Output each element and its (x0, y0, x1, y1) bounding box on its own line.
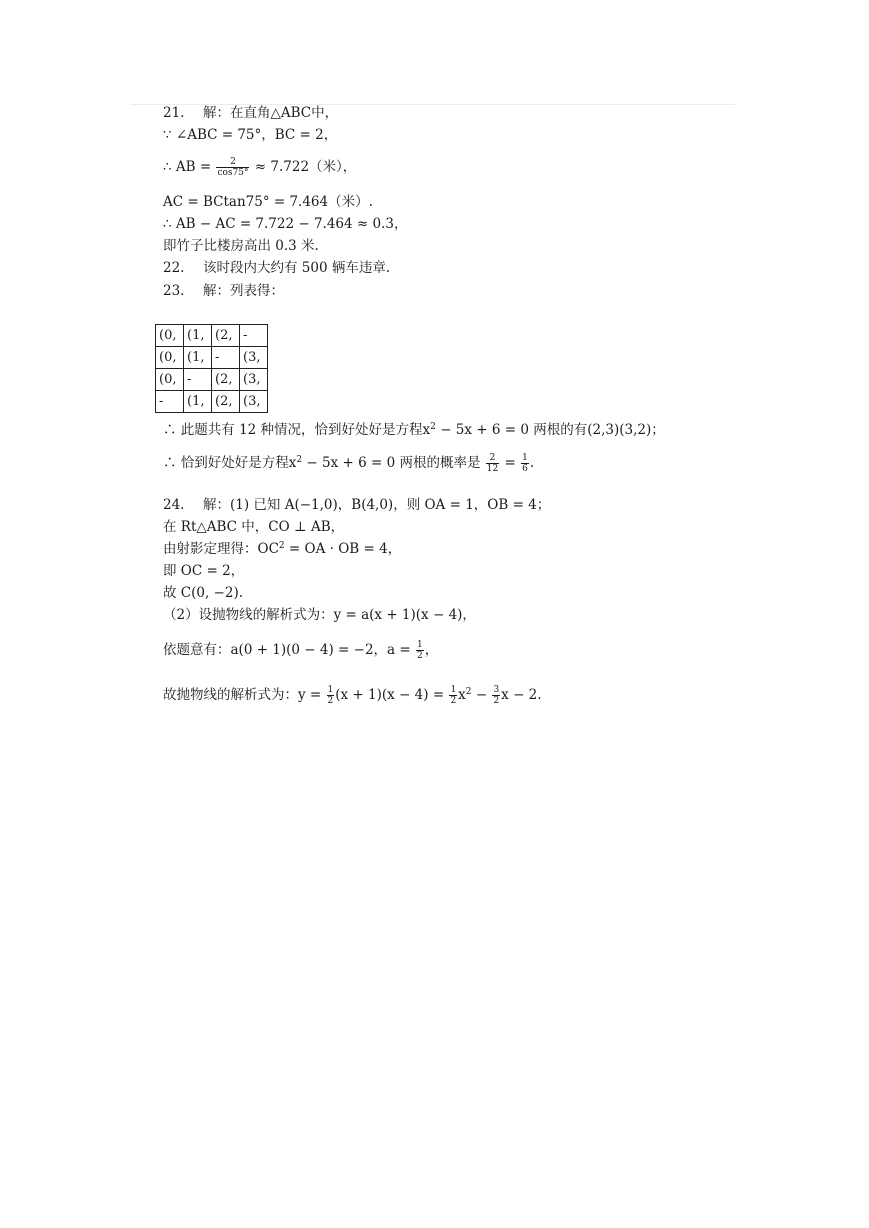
q24-number: 24. (163, 497, 185, 513)
q24-l8-mid3: − (471, 687, 488, 703)
table-row (156, 347, 268, 369)
table-cell: (3, (240, 347, 268, 369)
table-cell: - (240, 325, 268, 347)
table-cell: (1, (184, 347, 212, 369)
outcome-table (155, 324, 268, 413)
fraction (449, 685, 457, 706)
fraction-denominator: cos75° (217, 168, 249, 178)
q24-line-2: 在 Rt△ABC 中，CO ⊥ AB， (163, 519, 345, 535)
fraction-numerator: 1 (327, 685, 334, 695)
q24-line-6: （2）设抛物线的解析式为：y = a(x + 1)(x − 4)， (163, 607, 476, 623)
q24-l8-mid2: x (458, 687, 466, 703)
q23-conclusion-1 (163, 421, 665, 439)
q21-fraction (216, 157, 249, 178)
table-cell: - (212, 347, 240, 369)
q23-number: 23. (163, 283, 185, 299)
q24-text-1: 解：(1) 已知 A(−1,0)，B(4,0)，则 OA = 1，OB = 4； (203, 497, 551, 513)
q24-line-5: 故 C(0, −2). (163, 585, 244, 601)
q24-l3-post: = OA · OB = 4， (284, 541, 402, 557)
q21-text-1: 解：在直角△ABC中， (203, 105, 339, 121)
q21-line-5: ∴ AB − AC = 7.722 − 7.464 ≈ 0.3， (163, 216, 408, 232)
table-cell: (1, (184, 325, 212, 347)
fraction-denominator: 6 (522, 464, 528, 474)
equals-sign: = (504, 455, 516, 471)
table-row (156, 369, 268, 391)
q24-l8-mid1: (x + 1)(x − 4) = (335, 687, 445, 703)
exponent: 2 (465, 687, 472, 697)
q23-c2-mid: − 5x + 6 = 0 两根的概率是 (302, 455, 481, 471)
q21-line-6: 即竹子比楼房高出 0.3 米. (163, 238, 319, 254)
q23-conclusion-2 (163, 453, 534, 474)
simplified-fraction (521, 453, 529, 474)
table-cell: (2, (212, 391, 240, 413)
q24-line-4: 即 OC = 2， (163, 563, 245, 579)
table-cell: (0, (156, 347, 184, 369)
a-value-fraction (416, 640, 424, 661)
fraction-numerator: 2 (216, 157, 249, 168)
q24-l3-pre: 由射影定理得：OC (163, 541, 279, 557)
q21-line-4: AC = BCtan75° = 7.464（米）. (163, 194, 373, 210)
q24-line-3 (163, 540, 401, 558)
fraction-denominator: 2 (327, 696, 334, 706)
table-row (156, 325, 268, 347)
q24-l8-pre: 故抛物线的解析式为：y = (163, 687, 322, 703)
table-cell: (2, (212, 369, 240, 391)
q21-number: 21. (163, 105, 185, 121)
comma: ， (424, 642, 439, 658)
q21-line-3 (163, 157, 356, 178)
fraction-numerator: 1 (417, 640, 423, 650)
exponent: 2 (296, 455, 303, 465)
q24-l8-end: x − 2. (501, 687, 542, 703)
q23-c2-pre: ∴ 恰到好处好是方程x (163, 455, 297, 471)
q24-line-1 (163, 496, 550, 514)
q24-line-7 (163, 640, 438, 661)
period: . (529, 455, 535, 471)
fraction-denominator: 2 (417, 651, 423, 661)
table-cell: (2, (212, 325, 240, 347)
fraction-numerator: 2 (486, 453, 499, 464)
exponent: 2 (278, 541, 285, 551)
q22-text: 该时段内大约有 500 辆车违章. (203, 260, 391, 276)
fraction (327, 685, 335, 706)
q21-l3-pre: ∴ AB = (163, 159, 212, 175)
table-cell: (3, (240, 391, 268, 413)
q21-l3-post: ≈ 7.722（米）， (254, 159, 357, 175)
q21-line-2: ∵ ∠ABC = 75°，BC = 2， (163, 127, 338, 143)
fraction-denominator: 2 (450, 696, 457, 706)
fraction-numerator: 3 (493, 685, 500, 695)
table-cell: - (156, 391, 184, 413)
fraction-numerator: 1 (522, 453, 528, 463)
table-cell: (3, (240, 369, 268, 391)
q23-line (163, 282, 284, 300)
table-cell: (0, (156, 325, 184, 347)
table-row (156, 391, 268, 413)
q24-line-8 (163, 685, 542, 706)
probability-fraction (486, 453, 499, 474)
q23-intro: 解：列表得： (203, 283, 284, 299)
q24-l7-pre: 依题意有：a(0 + 1)(0 − 4) = −2，a = (163, 642, 411, 658)
fraction-denominator: 2 (493, 696, 500, 706)
q21-line-1 (163, 104, 338, 122)
q23-c1-post: − 5x + 6 = 0 两根的有(2,3)(3,2)； (435, 422, 665, 438)
table-cell: (1, (184, 391, 212, 413)
fraction-denominator: 12 (486, 464, 499, 474)
fraction (492, 685, 500, 706)
fraction-numerator: 1 (450, 685, 457, 695)
q22-number: 22. (163, 260, 185, 276)
q23-c1-pre: ∴ 此题共有 12 种情况，恰到好处好是方程x (163, 422, 431, 438)
q22-line (163, 259, 390, 277)
table-cell: - (184, 369, 212, 391)
exponent: 2 (430, 422, 436, 432)
table-cell: (0, (156, 369, 184, 391)
